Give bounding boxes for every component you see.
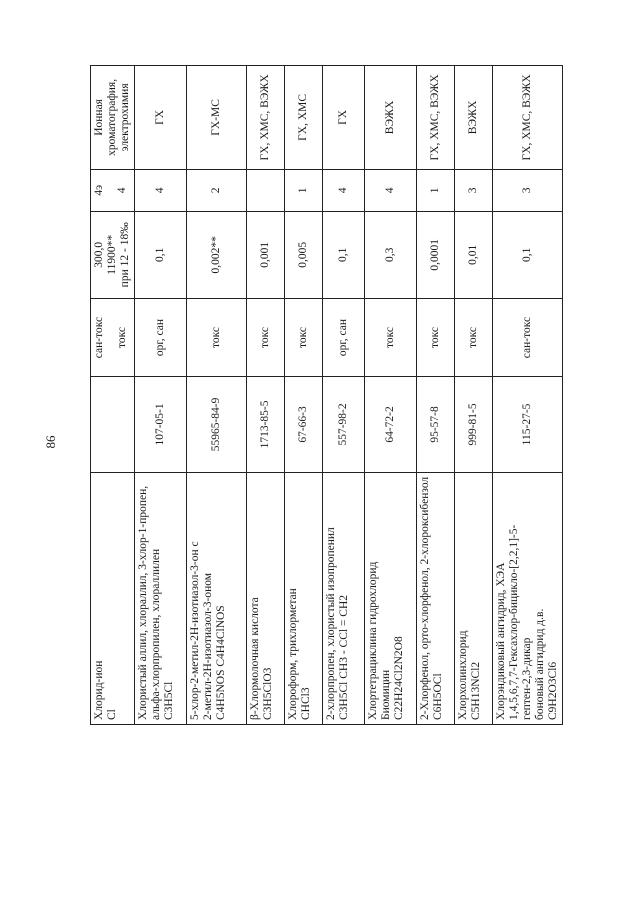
concentration-cell: 0,1 xyxy=(323,211,365,298)
substance-name-line: альфа-хлорпропилен, хлораллилен xyxy=(150,548,162,720)
header-limiting-cell xyxy=(91,298,135,377)
substance-formula: C4H5NOS C4H4ClNOS xyxy=(215,605,227,720)
table-row xyxy=(285,66,323,725)
hazard-cell: 4 xyxy=(365,169,417,211)
substance-formula: C5H13NCl2 xyxy=(470,661,482,720)
substance-name-line: 2-Хлорфенол, орто-хлорфенол, 2-хлороксибензол xyxy=(419,476,431,720)
cas-cell: 95-57-8 xyxy=(417,377,455,472)
substance-formula: C22H24Cl2N2O8 xyxy=(393,636,405,720)
substance-name-line: 5-хлор-2-метил-2Н-изотиазол-3-он с xyxy=(189,541,201,720)
table-row xyxy=(455,66,493,725)
substance-name-line: Хлортетрациклина гидрохлорид xyxy=(367,561,379,720)
hazard-cell: 4 xyxy=(323,169,365,211)
substance-formula: C3H5Cl CH3 - CCl = CH2 xyxy=(338,594,350,720)
substance-name-cell xyxy=(187,472,247,724)
cas-cell: 1713-85-5 xyxy=(247,377,285,472)
substance-name-line: 2-метил-2Н-изотиазол-3-оном xyxy=(202,572,214,720)
cas-cell: 115-27-5 xyxy=(493,377,563,472)
hazard-cell xyxy=(247,169,285,211)
cas-cell: 107-05-1 xyxy=(135,377,187,472)
cas-cell: 64-72-2 xyxy=(365,377,417,472)
substance-name-cell xyxy=(247,472,285,724)
concentration-cell: 0,01 xyxy=(455,211,493,298)
substance-formula: C9H2O3Cl6 xyxy=(547,661,559,720)
method-cell: ВЭЖХ xyxy=(455,66,493,170)
hazard-cell: 3 xyxy=(455,169,493,211)
substance-formula: C3H5Cl xyxy=(163,681,175,720)
table-row xyxy=(187,66,247,725)
header-hazard-line: 4 xyxy=(116,187,128,194)
header-method-line: электрохимия xyxy=(119,83,131,152)
substance-table-rotated xyxy=(90,65,563,725)
header-conc-cell xyxy=(91,211,135,298)
substance-name-line: 1,4,5,6,7,7-Гексахлор-бицикло-[2,2,1]-5-гептен-2,3-дикар xyxy=(508,524,533,720)
cas-cell: 999-81-5 xyxy=(455,377,493,472)
hazard-cell: 4 xyxy=(135,169,187,211)
hazard-cell: 1 xyxy=(285,169,323,211)
table-row xyxy=(91,66,135,725)
header-method-cell xyxy=(91,66,135,170)
table-row xyxy=(365,66,417,725)
cas-cell: 67-66-3 xyxy=(285,377,323,472)
substance-formula: CHCl3 xyxy=(300,687,312,720)
table-row xyxy=(323,66,365,725)
limiting-cell: токс xyxy=(455,298,493,377)
header-hazard-line: 4э xyxy=(93,184,105,196)
limiting-cell: токс xyxy=(285,298,323,377)
substance-name-line: Хлорхолинхлорид xyxy=(457,630,469,720)
header-method-line: хроматография, xyxy=(106,78,118,156)
method-cell: ГХ, ХМС, ВЭЖХ xyxy=(417,66,455,170)
cas-cell: 557-98-2 xyxy=(323,377,365,472)
table-row xyxy=(247,66,285,725)
limiting-cell: токс xyxy=(417,298,455,377)
substance-name-line: Биомицин xyxy=(380,669,392,720)
substance-name-cell xyxy=(417,472,455,724)
method-cell: ГХ xyxy=(323,66,365,170)
header-name-formula: Cl xyxy=(106,709,118,720)
header-conc-line: 300,0 xyxy=(93,241,105,268)
concentration-cell: 0,005 xyxy=(285,211,323,298)
method-cell: ГХ xyxy=(135,66,187,170)
substance-name-cell xyxy=(135,472,187,724)
header-conc-line: при 12 - 18‰ xyxy=(119,222,131,288)
concentration-cell: 0,002** xyxy=(187,211,247,298)
hazard-cell: 3 xyxy=(493,169,563,211)
header-cas-cell xyxy=(91,377,135,472)
concentration-cell: 0,1 xyxy=(493,211,563,298)
limiting-cell: токс xyxy=(247,298,285,377)
table-area xyxy=(90,65,560,725)
header-lim-line: токс xyxy=(116,327,128,349)
table-row xyxy=(135,66,187,725)
substance-name-cell xyxy=(285,472,323,724)
table-row xyxy=(417,66,455,725)
method-cell: ГХ, ХМС, ВЭЖХ xyxy=(247,66,285,170)
method-cell: ГХ, ХМС xyxy=(285,66,323,170)
substance-name-cell xyxy=(323,472,365,724)
substance-name-line: β-Хлормолочная кислота xyxy=(249,597,261,720)
cas-cell: 55965-84-9 xyxy=(187,377,247,472)
header-lim-line: сан-токс xyxy=(93,316,105,359)
limiting-cell: токс xyxy=(187,298,247,377)
page-number: 86 xyxy=(43,435,58,449)
concentration-cell: 0,1 xyxy=(135,211,187,298)
limiting-cell: орг, сан xyxy=(323,298,365,377)
substance-formula: C6H5OCl xyxy=(432,673,444,720)
limiting-cell: токс xyxy=(365,298,417,377)
concentration-cell: 0,3 xyxy=(365,211,417,298)
substance-name-cell xyxy=(365,472,417,724)
header-name-cell xyxy=(91,472,135,724)
header-name-line: Хлорид-ион xyxy=(93,660,105,720)
limiting-cell: сан-токс xyxy=(493,298,563,377)
header-conc-line: 11900** xyxy=(106,234,118,275)
method-cell: ГХ, ХМС, ВЭЖХ xyxy=(493,66,563,170)
substance-name-cell xyxy=(493,472,563,724)
concentration-cell: 0,0001 xyxy=(417,211,455,298)
substance-name-line: Хлороформ, трихлорметан xyxy=(287,588,299,720)
method-cell: ВЭЖХ xyxy=(365,66,417,170)
substance-name-line: боновый ангидрид д.в. xyxy=(534,608,546,720)
substance-name-line: Хлористый аллил, хлораллил, 3-хлор-1-пропен, xyxy=(137,485,149,720)
method-cell: ГХ-МС xyxy=(187,66,247,170)
header-method-line: Ионная xyxy=(93,99,105,136)
hazard-cell: 1 xyxy=(417,169,455,211)
substance-name-cell xyxy=(455,472,493,724)
header-hazard-cell xyxy=(91,169,135,211)
table-row xyxy=(493,66,563,725)
substance-name-line: Хлорэндиковый ангидрид, ХЭА xyxy=(495,562,507,720)
limiting-cell: орг, сан xyxy=(135,298,187,377)
substance-name-line: 2-хлорпропен, хлористый изопропенил xyxy=(325,527,337,720)
substance-formula: C3H5ClO3 xyxy=(262,667,274,720)
hazard-cell: 2 xyxy=(187,169,247,211)
concentration-cell: 0,001 xyxy=(247,211,285,298)
